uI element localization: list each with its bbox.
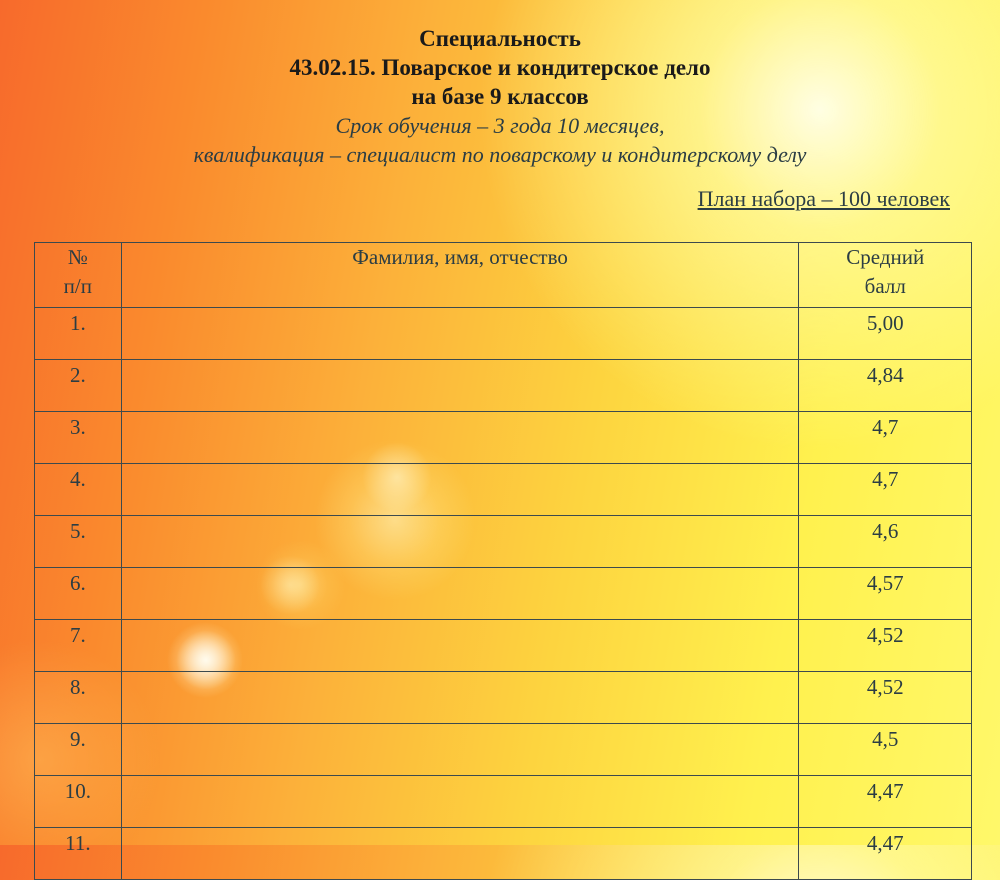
table-row bbox=[35, 516, 972, 568]
row-name bbox=[121, 464, 799, 516]
study-duration: Срок обучения – 3 года 10 месяцев, bbox=[335, 113, 665, 138]
row-number: 5. bbox=[35, 516, 122, 568]
row-score: 4,52 bbox=[799, 672, 972, 724]
row-score: 4,7 bbox=[799, 464, 972, 516]
title-block bbox=[0, 24, 1000, 169]
admission-plan: План набора – 100 человек bbox=[697, 186, 950, 211]
row-score: 4,47 bbox=[799, 828, 972, 880]
row-name bbox=[121, 516, 799, 568]
row-name bbox=[121, 360, 799, 412]
table-row bbox=[35, 724, 972, 776]
row-number: 2. bbox=[35, 360, 122, 412]
row-score: 4,5 bbox=[799, 724, 972, 776]
ranking-table bbox=[34, 242, 972, 880]
table-row bbox=[35, 412, 972, 464]
row-number: 9. bbox=[35, 724, 122, 776]
table-row bbox=[35, 620, 972, 672]
row-number: 4. bbox=[35, 464, 122, 516]
row-name bbox=[121, 568, 799, 620]
row-name bbox=[121, 776, 799, 828]
row-number: 1. bbox=[35, 308, 122, 360]
row-name bbox=[121, 308, 799, 360]
row-name bbox=[121, 620, 799, 672]
row-name bbox=[121, 412, 799, 464]
row-score: 4,7 bbox=[799, 412, 972, 464]
table-row bbox=[35, 308, 972, 360]
row-number: 11. bbox=[35, 828, 122, 880]
column-header-name: Фамилия, имя, отчество bbox=[121, 243, 799, 308]
qualification: квалификация – специалист по поварскому и кондитерскому делу bbox=[193, 142, 807, 167]
row-score: 4,47 bbox=[799, 776, 972, 828]
row-number: 7. bbox=[35, 620, 122, 672]
table-row bbox=[35, 360, 972, 412]
row-score: 4,84 bbox=[799, 360, 972, 412]
table-row bbox=[35, 776, 972, 828]
row-name bbox=[121, 672, 799, 724]
row-number: 10. bbox=[35, 776, 122, 828]
specialty-heading: Специальность bbox=[419, 26, 581, 51]
table-row bbox=[35, 828, 972, 880]
row-number: 6. bbox=[35, 568, 122, 620]
row-name bbox=[121, 724, 799, 776]
specialty-code-title: 43.02.15. Поварское и кондитерское дело bbox=[289, 55, 711, 80]
table-row bbox=[35, 568, 972, 620]
row-number: 8. bbox=[35, 672, 122, 724]
column-header-number: № п/п bbox=[35, 243, 122, 308]
table-row bbox=[35, 672, 972, 724]
table-header-row bbox=[35, 243, 972, 308]
row-score: 5,00 bbox=[799, 308, 972, 360]
row-score: 4,57 bbox=[799, 568, 972, 620]
row-number: 3. bbox=[35, 412, 122, 464]
row-score: 4,52 bbox=[799, 620, 972, 672]
row-name bbox=[121, 828, 799, 880]
row-score: 4,6 bbox=[799, 516, 972, 568]
education-base: на базе 9 классов bbox=[411, 84, 589, 109]
column-header-score: Средний балл bbox=[799, 243, 972, 308]
table-row bbox=[35, 464, 972, 516]
